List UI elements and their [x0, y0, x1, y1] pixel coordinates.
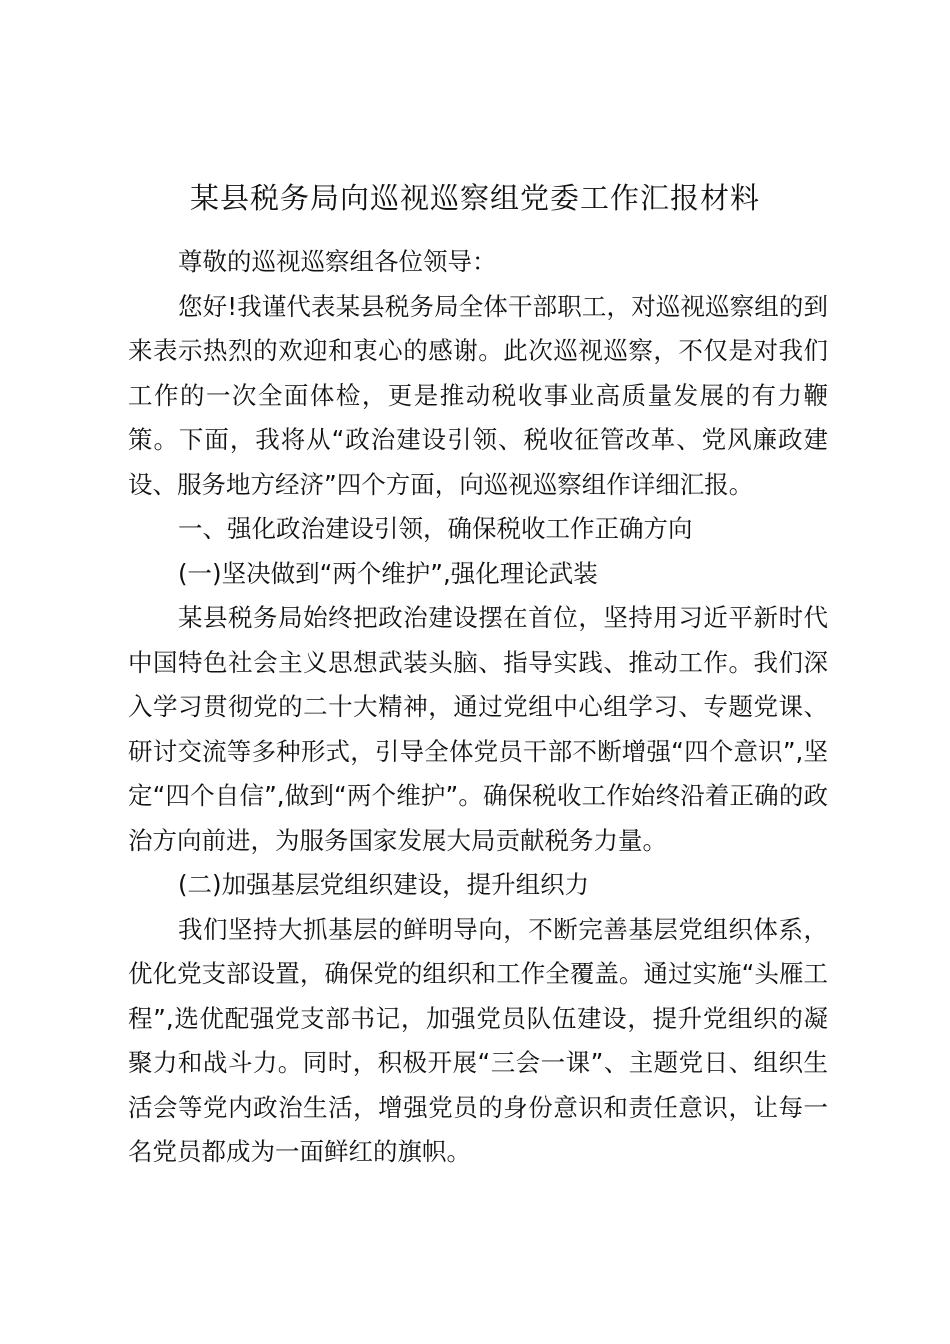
subsection-1-paragraph: 某县税务局始终把政治建设摆在首位，坚持用习近平新时代中国特色社会主义思想武装头脑、指导实践、推动工作。我们深入学习贯彻党的二十大精神，通过党组中心组学习、专题党课、研讨交流等多种形式，引导全体党员干部不断增强“四个意识”,坚定“四个自信”,做到“两个维护”。确保税收工作始终沿着正确的政治方向前进，为服务国家发展大局贡献税务力量。	[128, 603, 828, 855]
subsection-2-heading: (二)加强基层党组织建设，提升组织力	[178, 870, 590, 899]
section-1-heading: 一、强化政治建设引领，确保税收工作正确方向	[178, 514, 693, 543]
document-title: 某县税务局向巡视巡察组党委工作汇报材料	[189, 181, 760, 215]
document-body	[128, 240, 828, 1175]
salutation: 尊敬的巡视巡察组各位领导：	[178, 247, 497, 276]
intro-paragraph: 您好!我谨代表某县税务局全体干部职工，对巡视巡察组的到来表示热烈的欢迎和衷心的感谢。此次巡视巡察，不仅是对我们工作的一次全面体检，更是推动税收事业高质量发展的有力鞭策。下面，我将从“政治建设引领、税收征管改革、党风廉政建设、服务地方经济”四个方面，向巡视巡察组作详细汇报。	[128, 291, 828, 499]
subsection-2-paragraph: 我们坚持大抓基层的鲜明导向，不断完善基层党组织体系，优化党支部设置，确保党的组织和工作全覆盖。通过实施“头雁工程”,选优配强党支部书记，加强党员队伍建设，提升党组织的凝聚力和战斗力。同时，积极开展“三会一课”、主题党日、组织生活会等党内政治生活，增强党员的身份意识和责任意识，让每一名党员都成为一面鲜红的旗帜。	[128, 914, 828, 1166]
subsection-1-heading: (一)坚决做到“两个维护”,强化理论武装	[178, 558, 598, 588]
